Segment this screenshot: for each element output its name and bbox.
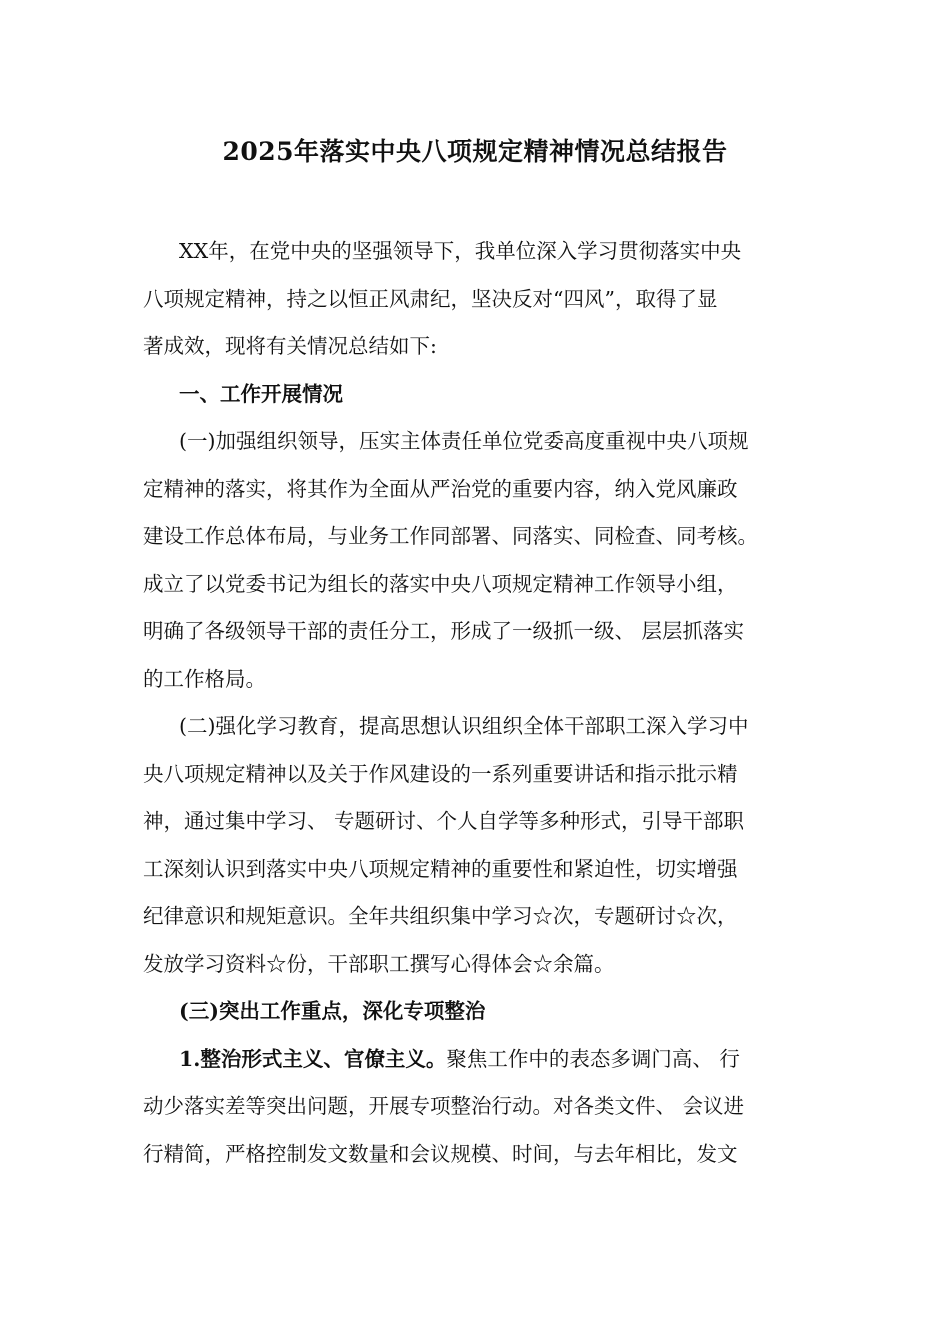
text-line: [143, 1036, 817, 1084]
text-line: 行精简，严格控制发文数量和会议规模、时间，与去年相比，发文: [143, 1141, 738, 1166]
text-line: 明确了各级领导干部的责任分工，形成了一级抓一级、 层层抓落实: [143, 619, 745, 643]
paragraph-rectification: [143, 1036, 817, 1179]
text-line: 著成效，现将有关情况总结如下:: [143, 334, 437, 358]
heading-line: 一、工作开展情况: [179, 381, 343, 406]
text-line: 央八项规定精神以及关于作风建设的一系列重要讲话和指示批示精: [143, 761, 738, 786]
text-line: 的工作格局。: [143, 666, 266, 691]
paragraph-education: [143, 703, 817, 988]
text-line: 建设工作总体布局，与业务工作同部署、同落实、同检查、同考核。: [143, 524, 758, 548]
lead-text: 1.整治形式主义、官僚主义。: [179, 1046, 447, 1071]
text-line: XX年，在党中央的坚强领导下，我单位深入学习贯彻落实中央: [179, 239, 742, 263]
lead-continuation: 聚焦工作中的表态多调门高、 行: [446, 1046, 740, 1071]
text-line: (二)强化学习教育，提高思想认识组织全体干部职工深入学习中: [179, 714, 749, 738]
text-line: 动少落实差等突出问题，开展专项整治行动。对各类文件、 会议进: [143, 1094, 745, 1118]
text-line: 工深刻认识到落实中央八项规定精神的重要性和紧迫性，切实增强: [143, 856, 738, 881]
text-line: 发放学习资料☆份，干部职工撰写心得体会☆余篇。: [143, 951, 615, 976]
text-line: 纪律意识和规矩意识。全年共组织集中学习☆次，专题研讨☆次，: [143, 904, 738, 928]
document-title: 2025年落实中央八项规定精神情况总结报告: [222, 137, 728, 166]
heading-line: (三)突出工作重点，深化专项整治: [179, 999, 486, 1023]
paragraph-organization: [143, 418, 817, 703]
text-line: 定精神的落实，将其作为全面从严治党的重要内容，纳入党风廉政: [143, 476, 738, 501]
paragraph-intro: [143, 228, 817, 371]
text-line: (一)加强组织领导，压实主体责任单位党委高度重视中央八项规: [179, 429, 749, 453]
text-line: 八项规定精神，持之以恒正风肃纪，坚决反对“四风”，取得了显: [143, 286, 718, 311]
text-line: 神，通过集中学习、 专题研讨、个人自学等多种形式，引导干部职: [143, 809, 745, 833]
section-heading: [143, 371, 817, 419]
document-body: [143, 228, 817, 1178]
text-line: 成立了以党委书记为组长的落实中央八项规定精神工作领导小组，: [143, 571, 738, 596]
subsection-heading: [143, 988, 817, 1036]
